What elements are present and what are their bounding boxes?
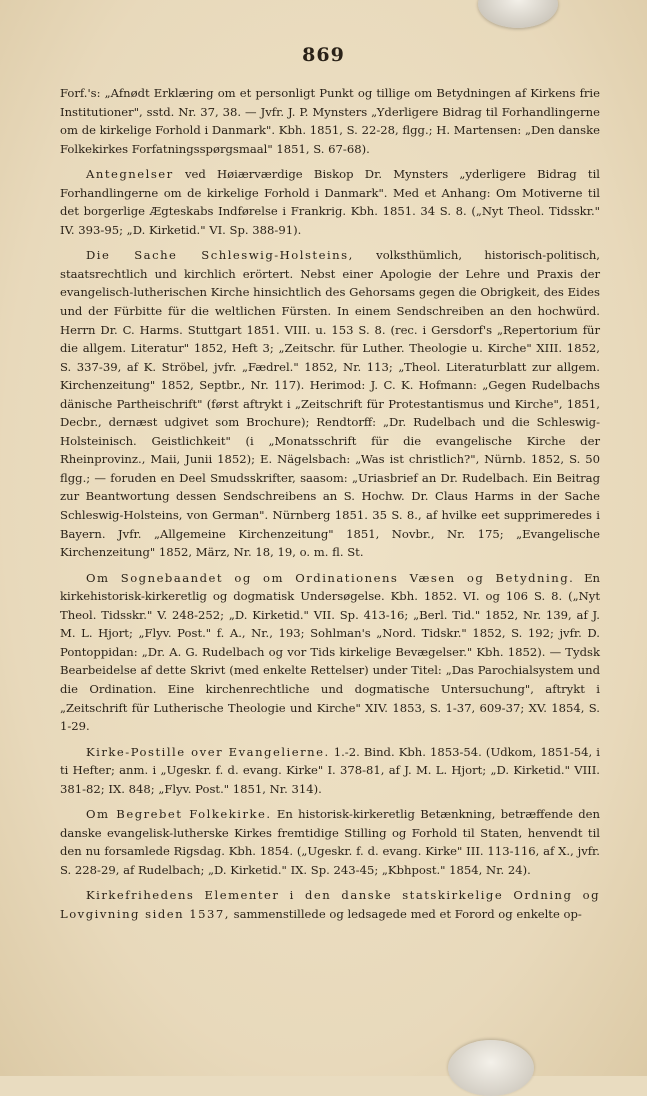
entry-body: 1.-2. Bind. Kbh. 1853-54. (Udkom, 1851-54, i ti Hefter; anm. i „Ugeskr. f. d. evang. Kirke" I. 378-81, af J. M. L. Hjort; „D. Kirketid." VIII. 381-82; IX. 848; „Flyv. Post." 1851, Nr. 314). — [60, 744, 600, 796]
entry-lead: Kirkefrihedens Elementer i den danske statskirkelige Ordning og Lovgivning siden 1537, — [60, 888, 600, 921]
entry-antegnelser — [60, 165, 600, 239]
entry-kirkefriheden — [60, 886, 600, 923]
entry-body: volksthümlich, historisch-politisch, staatsrechtlich und kirchlich erörtert. Nebst einer Apologie der Lehre und Praxis der evangelisch-lutherischen Kirche hinsichtlich des Gehorsams gegen die Obrigkeit, des Eides und der Fürbitte für die weltlichen Fürsten. In einem Sendschreiben an den hochwürd. Herrn Dr. C. Harms. Stuttgart 1851. VIII. u. 153 S. 8. (rec. i Gersdorf's „Repertorium für die allgem. Literatur" 1852, Heft 3; „Zeitschr. für Luther. Theologie u. Kirche" XIII. 1852, S. 337-39, af K. Ströbel, jvfr. „Fædrel." 1852, Nr. 113; „Theol. Literaturblatt zur allgem. Kirchenzeitung" 1852, Septbr., Nr. 117). Herimod: J. C. K. Hofmann: „Gegen Rudelbachs dänische Partheischrift" (først aftrykt i „Zeitschrift für Protestantismus und Kirche", 1851, Decbr., dernæst udgivet som Brochure); Rendtorff: „Dr. Rudelbach und die Schleswig-Holsteinisch. Geistlichkeit" (i „Monatsschrift für die evangelische Kirche der Rheinprovinz., Maii, Junii 1852); E. Nägelsbach: „Was ist christlich?", Nürnb. 1852, S. 50 flgg.; — foruden en Deel Smudsskrifter, saasom: „Uriasbrief an Dr. Rudelbach. Ein Beitrag zur Beantwortung dessen Sendschreibens an S. Hochw. Dr. Claus Harms in der Sache Schleswig-Holsteins, von German". Nürnberg 1851. 35 S. 8., af hvilke eet supprimeredes i Bayern. Jvfr. „Allgemeine Kirchenzeitung" 1851, Novbr., Nr. 175; „Evangelische Kirchenzeitung" 1852, März, Nr. 18, 19, o. m. fl. St. — [60, 248, 600, 560]
entry-continuation — [60, 84, 600, 158]
entry-lead: Om Sognebaandet og om Ordinationens Væsen og Betydning. — [86, 570, 575, 585]
entry-kirke-postille — [60, 743, 600, 799]
entry-sognebaandet — [60, 569, 600, 736]
entry-lead: Die Sache Schleswig-Holsteins, — [86, 248, 354, 263]
entry-lead: Kirke-Postille over Evangelierne. — [86, 744, 330, 759]
entry-schleswig-holstein — [60, 246, 600, 561]
entry-folkekirke — [60, 805, 600, 879]
entry-body: En kirkehistorisk-kirkeretlig og dogmatisk Undersøgelse. Kbh. 1852. VI. og 106 S. 8. („Nyt Theol. Tidsskr." V. 248-252; „D. Kirketid." VII. Sp. 413-16; „Berl. Tid." 1852, Nr. 139, af J. M. L. Hjort; „Flyv. Post." f. A., Nr., 193; Sohlman's „Nord. Tidskr." 1852, S. 192; jvfr. D. Pontoppidan: „Dr. A. G. Rudelbach og vor Tids kirkelige Bevægelser." Kbh. 1852). — Tydsk Bearbeidelse af dette Skrivt (med enkelte Rettelser) under Titel: „Das Parochialsystem und die Ordination. Eine kirchenrechtliche und dogmatische Untersuchung", aftrykt i „Zeitschrift für Lutherische Theologie und Kirche" XIV. 1853, S. 1-37, 609-37; XV. 1854, S. 1-29. — [60, 570, 600, 734]
entry-lead: Antegnelser — [86, 167, 174, 182]
page-number: 869 — [302, 44, 345, 66]
entry-body: ved Høiærværdige Biskop Dr. Mynsters „yderligere Bidrag til Forhandlingerne om de kirkelige Forhold i Danmark". Med et Anhang: Om Motiverne til det borgerlige Ægteskabs Indførelse i Frankrig. Kbh. 1851. 34 S. 8. („Nyt Theol. Tidsskr." IV. 393-95; „D. Kirketid." VI. Sp. 388-91). — [60, 167, 600, 237]
index-tab-bottom — [448, 1040, 534, 1096]
entry-body: En historisk-kirkeretlig Betænkning, betræffende den danske evangelisk-lutherske Kirkes fremtidige Stilling og Forhold til Staten, henvendt til den nu forsamlede Rigsdag. Kbh. 1854. („Ugeskr. f. d. evang. Kirke" III. 113-116, af X., jvfr. S. 228-29, af Rudelbach; „D. Kirketid." IX. Sp. 243-45; „Kbhpost." 1854, Nr. 24). — [60, 807, 601, 877]
index-tab-top — [478, 0, 558, 28]
entry-body: sammenstillede og ledsagede med et Forord og enkelte op- — [233, 906, 582, 921]
bibliography-text — [60, 84, 600, 924]
entry-lead: Om Begrebet Folkekirke. — [86, 807, 272, 822]
entry-body: Forf.'s: „Afnødt Erklæring om et personligt Punkt og tillige om Betydningen af Kirkens frie Institutioner", sstd. Nr. 37, 38. — Jvfr. J. P. Mynsters „Yderligere Bidrag til Forhandlingerne om de kirkelige Forhold i Danmark". Kbh. 1851, S. 22-28, flgg.; H. Martensen: „Den danske Folkekirkes Forfatningsspørgsmaal" 1851, S. 67-68). — [60, 86, 600, 156]
